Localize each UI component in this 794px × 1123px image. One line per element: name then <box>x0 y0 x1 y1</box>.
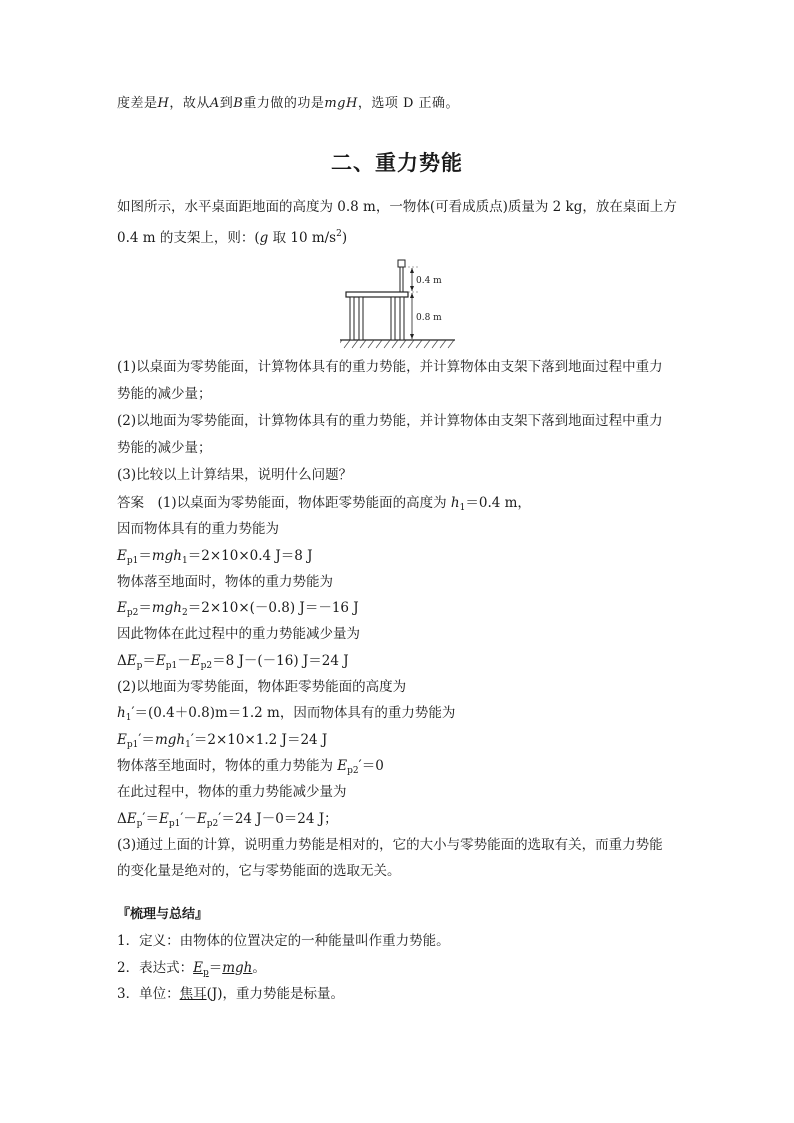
text-run: ，选项 D 正确。 <box>357 96 460 111</box>
text-line <box>117 832 697 858</box>
text-line <box>117 727 697 753</box>
text-line <box>117 806 697 832</box>
text-run: ，故从 <box>169 96 210 111</box>
text-run: E <box>190 652 201 669</box>
text-run: 的变化量是绝对的，它与零势能面的选取无关。 <box>117 863 401 880</box>
text-run: 在此过程中，物体的重力势能减少量为 <box>117 784 347 801</box>
previous-answer-tail <box>117 94 459 121</box>
text-run: 重力做的功是 <box>243 96 325 111</box>
text-line <box>117 408 687 435</box>
text-line <box>117 543 697 569</box>
text-run: E <box>158 810 169 827</box>
text-run: ＝8 J－(－16) J＝24 J <box>212 652 349 669</box>
text-run: p <box>136 818 143 829</box>
text-run: E <box>126 652 137 669</box>
text-run: 物体落至地面时，物体的重力势能为 <box>117 757 338 774</box>
text-line <box>117 490 697 516</box>
text-run: E <box>196 810 207 827</box>
text-run: 0.4 m 的支架上，则：( <box>117 230 260 246</box>
text-run: 1 <box>459 503 466 513</box>
text-run: (2)以地面为零势能面，物体距零势能面的高度为 <box>117 679 407 696</box>
text-run: 物体落至地面时，物体的重力势能为 <box>117 573 333 590</box>
text-run: h <box>450 495 460 511</box>
text-run: ′＝ <box>142 810 159 827</box>
answer-block <box>117 490 697 884</box>
section-title: 二、重力势能 <box>331 151 463 175</box>
text-run: 焦耳 <box>179 985 207 1002</box>
text-run: mgh <box>154 731 186 748</box>
text-run: 因此物体在此过程中的重力势能减少量为 <box>117 626 360 643</box>
text-run: ＝ <box>138 600 152 617</box>
text-run: mgh <box>222 959 253 976</box>
text-run: p2 <box>206 818 219 829</box>
text-run: ＝2×10×0.4 J＝8 J <box>187 547 313 564</box>
text-run: E <box>193 959 203 976</box>
label-0-8m: 0.8 m <box>416 313 442 323</box>
text-run: ＝ <box>208 959 223 976</box>
text-run: E <box>155 652 166 669</box>
text-run: 1 <box>125 713 132 724</box>
text-run: ＝0.4 m， <box>465 495 531 511</box>
text-run: p1 <box>126 555 139 566</box>
text-run: (2)以地面为零势能面，计算物体具有的重力势能，并计算物体由支架下落到地面过程中重力 <box>117 413 663 429</box>
text-run: 1 <box>182 555 188 566</box>
text-run: ′＝0 <box>358 757 384 774</box>
text-line <box>117 955 697 981</box>
questions <box>117 354 687 489</box>
text-run: 势能的减少量； <box>117 386 212 402</box>
text-line <box>117 516 697 542</box>
label-0-4m: 0.4 m <box>416 276 442 286</box>
text-run: (J)，重力势能是标量。 <box>206 985 345 1002</box>
text-line <box>117 569 697 595</box>
text-run: ) <box>341 230 348 246</box>
summary-lines <box>117 928 697 1007</box>
text-run: 答案 (1)以桌面为零势能面，物体距零势能面的高度为 <box>117 495 451 511</box>
text-run: E <box>117 600 127 617</box>
text-run: p2 <box>347 765 359 776</box>
text-line <box>117 94 459 121</box>
text-run: ＝ <box>138 547 152 564</box>
text-line <box>117 858 697 884</box>
text-run: ＝ <box>142 652 156 669</box>
table-support-figure <box>340 254 455 350</box>
text-line <box>117 779 697 805</box>
text-run: E <box>126 810 137 827</box>
text-line <box>117 354 687 381</box>
text-run: ′＝24 J－0＝24 J； <box>218 810 338 827</box>
text-run: ′＝ <box>138 731 155 748</box>
summary-block <box>117 902 697 1007</box>
problem-statement <box>117 194 687 248</box>
summary-heading: 『梳理与总结』 <box>117 907 209 922</box>
text-run: 势能的减少量； <box>117 440 212 456</box>
text-run: 2 <box>182 608 188 619</box>
text-run: Δ <box>117 810 127 827</box>
text-line <box>117 595 697 621</box>
text-line <box>117 621 697 647</box>
text-run: 。 <box>252 959 266 976</box>
text-line <box>117 381 687 408</box>
text-run: g <box>259 230 269 246</box>
text-run: E <box>117 731 127 748</box>
text-run: 到 <box>219 96 234 111</box>
text-run: p2 <box>126 608 139 619</box>
text-line <box>117 700 697 726</box>
text-run: (1)以桌面为零势能面，计算物体具有的重力势能，并计算物体由支架下落到地面过程中重力 <box>117 359 663 375</box>
text-run: 2．表达式： <box>117 959 194 976</box>
text-run: ＝2×10×(－0.8) J＝－16 J <box>187 600 359 617</box>
text-run: A <box>209 96 220 111</box>
text-line <box>117 194 687 221</box>
text-line <box>117 928 697 954</box>
text-run: 如图所示，水平桌面距地面的高度为 0.8 m，一物体(可看成质点)质量为 2 kg，放在桌面上方 <box>117 199 677 215</box>
text-run: p2 <box>200 660 213 671</box>
text-run: H <box>157 96 170 111</box>
text-run: (3)比较以上计算结果，说明什么问题？ <box>117 467 353 483</box>
text-line <box>117 435 687 462</box>
text-run: 因而物体具有的重力势能为 <box>117 521 279 538</box>
text-run: p1 <box>126 739 139 750</box>
text-line <box>117 648 697 674</box>
text-line <box>117 981 697 1007</box>
text-line <box>117 753 697 779</box>
text-run: h <box>117 705 126 722</box>
text-run: p1 <box>165 660 178 671</box>
text-run: 度差是 <box>117 96 158 111</box>
text-line <box>117 674 697 700</box>
text-run: － <box>177 652 191 669</box>
text-run: mgh <box>151 600 182 617</box>
text-run: ′＝2×10×1.2 J＝24 J <box>190 731 328 748</box>
text-run: B <box>233 96 244 111</box>
text-run: ′＝(0.4＋0.8)m＝1.2 m，因而物体具有的重力势能为 <box>131 705 456 722</box>
text-run: mgh <box>151 547 182 564</box>
text-run: 1 <box>185 739 191 750</box>
text-run: E <box>117 547 127 564</box>
text-line <box>117 462 687 489</box>
text-run: p <box>202 967 209 978</box>
text-run: Δ <box>117 652 127 669</box>
text-run: (3)通过上面的计算，说明重力势能是相对的，它的大小与零势能面的选取有关，而重力势能 <box>117 836 663 853</box>
text-run: ′－ <box>180 810 197 827</box>
text-run: p1 <box>168 818 181 829</box>
text-run: E <box>337 757 348 774</box>
text-run: 2 <box>336 229 342 239</box>
text-line <box>117 221 687 248</box>
text-run: mgH <box>324 96 358 111</box>
text-run: 1．定义：由物体的位置决定的一种能量叫作重力势能。 <box>117 933 450 950</box>
table-diagram <box>340 254 455 350</box>
text-run: 3．单位： <box>117 985 180 1002</box>
text-run: 取 10 m/s <box>268 230 337 246</box>
text-run: p <box>136 660 143 671</box>
